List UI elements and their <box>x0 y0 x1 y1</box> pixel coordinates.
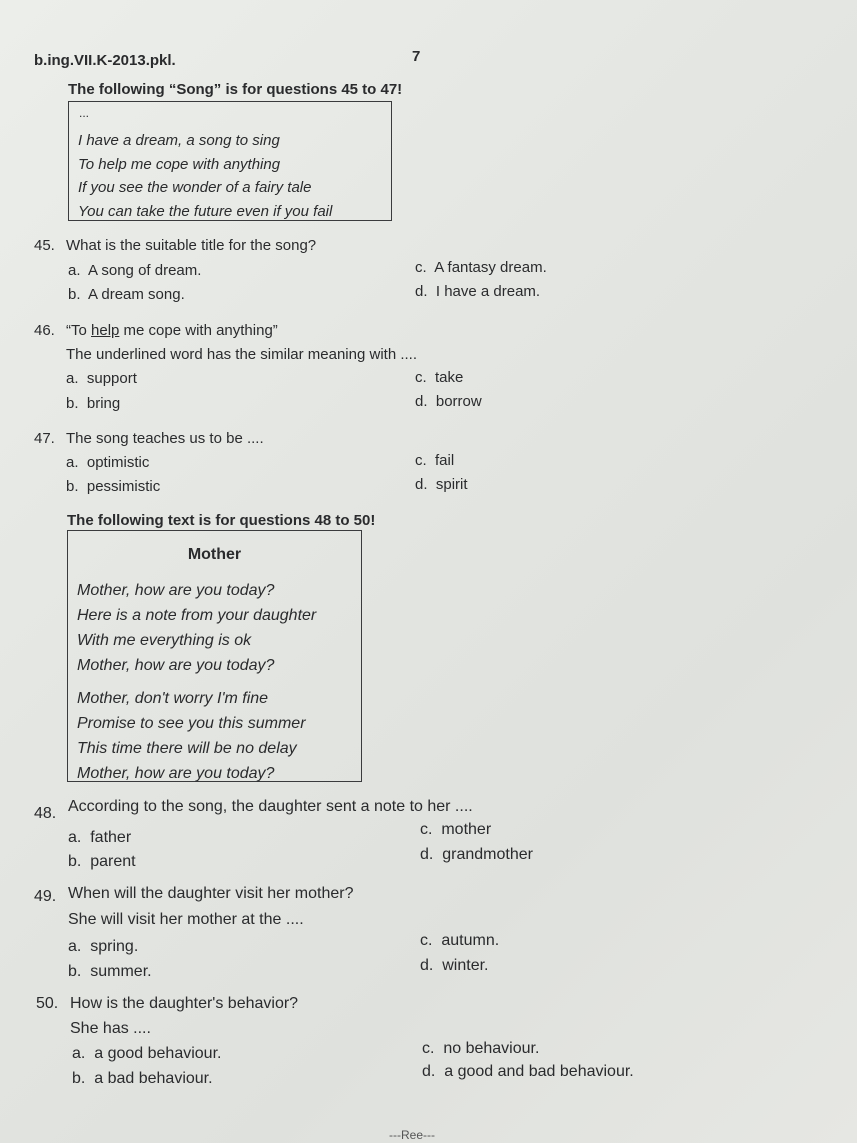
song-line: I have a dream, a song to sing <box>78 132 280 149</box>
song-line: To help me cope with anything <box>78 155 281 173</box>
poem-line: Promise to see you this summer <box>77 715 306 732</box>
q47-option-d: d. spirit <box>415 476 468 493</box>
q45-option-c: c. A fantasy dream. <box>415 259 547 276</box>
q49-number: 49. <box>34 888 57 905</box>
q50-option-b: b. a bad behaviour. <box>72 1070 213 1087</box>
section1-intro: The following “Song” is for questions 45 to 47! <box>68 81 403 98</box>
song-box <box>68 101 392 221</box>
q49-option-b: b. summer. <box>68 963 152 980</box>
q50-text: How is the daughter's behavior? <box>70 995 299 1012</box>
q46-option-c: c. take <box>415 369 464 386</box>
q48-option-d: d. grandmother <box>420 846 533 863</box>
q50-option-d: d. a good and bad behaviour. <box>422 1063 634 1080</box>
q46-quote: “To help me cope with anything” <box>66 322 278 339</box>
q50-number: 50. <box>36 995 59 1012</box>
document-code: b.ing.VII.K-2013.pkl. <box>34 52 176 69</box>
section2-intro: The following text is for questions 48 to 50! <box>67 512 376 529</box>
q47-option-b: b. pessimistic <box>66 478 161 495</box>
poem-line: Mother, how are you today? <box>77 582 275 599</box>
q47-option-c: c. fail <box>415 452 455 469</box>
poem-line: Mother, don't worry I'm fine <box>77 690 269 707</box>
poem-line: With me everything is ok <box>77 632 252 649</box>
q46-option-a: a. support <box>66 370 137 387</box>
song-lines <box>78 129 332 223</box>
underlined-word: help <box>91 322 120 339</box>
mother-poem-box <box>67 530 362 782</box>
q45-option-d: d. I have a dream. <box>415 283 541 300</box>
song-ellipsis: ... <box>79 106 90 120</box>
q47-option-a: a. optimistic <box>66 454 150 471</box>
poem-line: Here is a note from your daughter <box>77 607 317 624</box>
song-line: You can take the future even if you fail <box>78 202 333 220</box>
poem-stanza-2 <box>77 686 306 786</box>
q45-option-b: b. A dream song. <box>68 286 185 303</box>
q48-option-b: b. parent <box>68 853 136 870</box>
poem-title: Mother <box>187 546 242 563</box>
page-number: 7 <box>412 48 421 65</box>
q49-option-d: d. winter. <box>420 957 489 974</box>
poem-stanza-1 <box>77 578 316 678</box>
q46-option-b: b. bring <box>66 395 121 412</box>
q46-text: The underlined word has the similar meaning with .... <box>66 346 418 363</box>
q49-option-a: a. spring. <box>68 938 139 955</box>
poem-line: Mother, how are you today? <box>77 657 275 674</box>
q48-number: 48. <box>34 805 57 822</box>
q49-text-2: She will visit her mother at the .... <box>68 911 304 928</box>
q50-text-2: She has .... <box>70 1020 151 1037</box>
poem-line: This time there will be no delay <box>77 740 297 757</box>
song-line: If you see the wonder of a fairy tale <box>78 179 312 196</box>
q45-text: What is the suitable title for the song? <box>66 237 317 254</box>
q48-text: According to the song, the daughter sent a note to her .... <box>68 798 473 815</box>
q50-option-a: a. a good behaviour. <box>72 1045 222 1062</box>
q49-option-c: c. autumn. <box>420 932 500 949</box>
q49-text: When will the daughter visit her mother? <box>68 885 354 902</box>
q46-option-d: d. borrow <box>415 393 482 410</box>
q48-option-a: a. father <box>68 829 132 846</box>
footer-mark: ---Ree--- <box>389 1128 435 1142</box>
q50-option-c: c. no behaviour. <box>422 1040 540 1057</box>
q47-number: 47. <box>34 430 55 447</box>
q48-option-c: c. mother <box>420 821 492 838</box>
q45-option-a: a. A song of dream. <box>68 262 202 279</box>
poem-line: Mother, how are you today? <box>77 765 275 782</box>
q46-number: 46. <box>34 322 55 339</box>
q45-number: 45. <box>34 237 55 254</box>
q47-text: The song teaches us to be .... <box>66 430 264 447</box>
